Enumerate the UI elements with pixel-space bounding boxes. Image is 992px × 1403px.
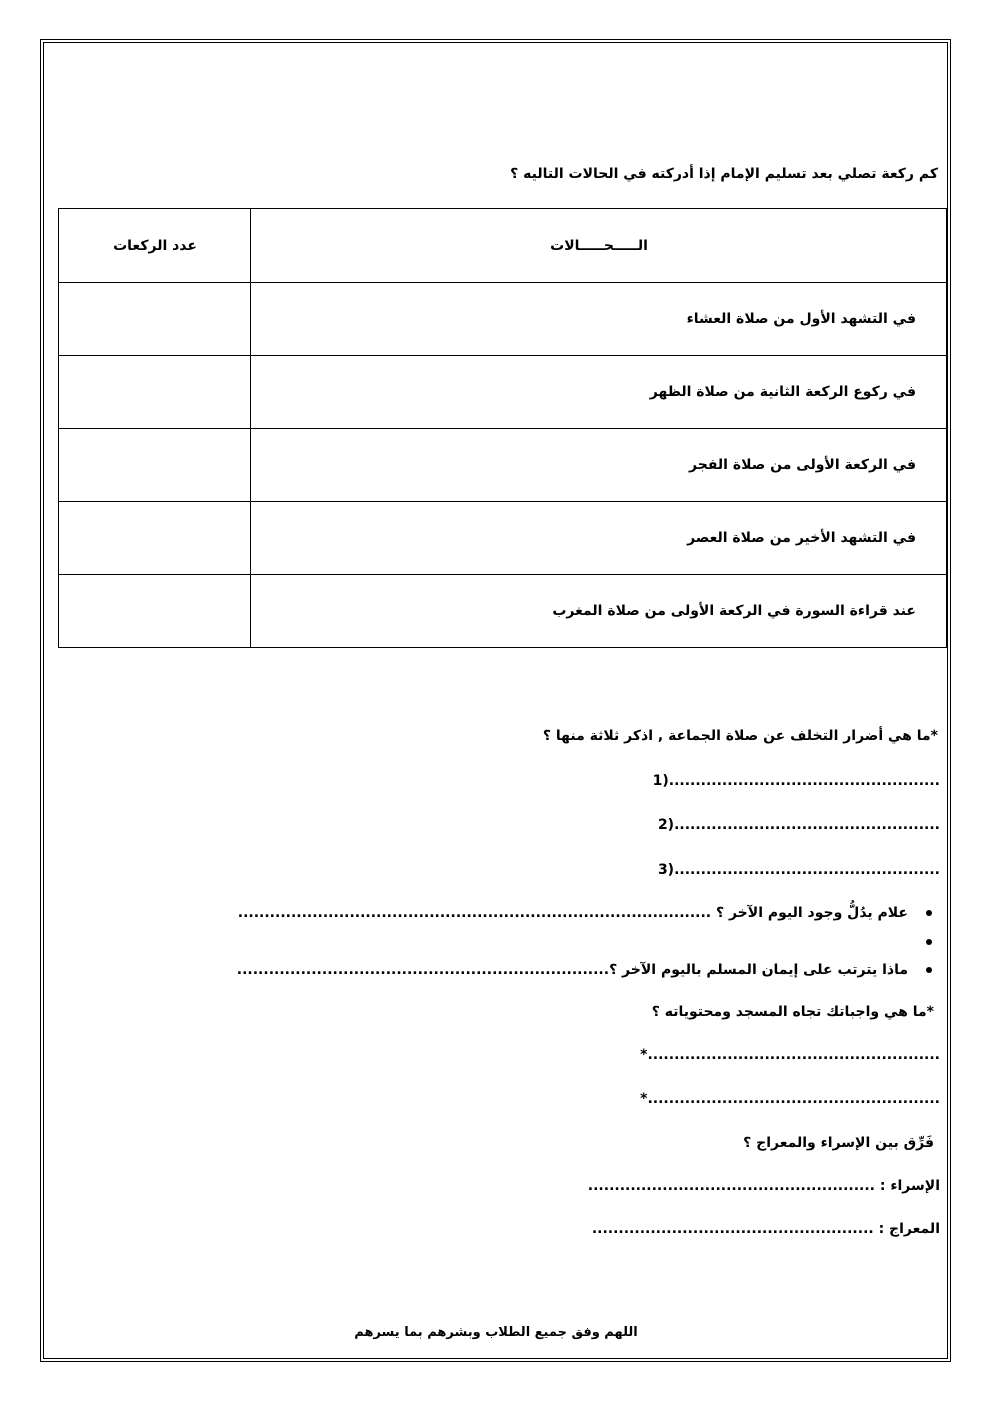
case-cell: في الركعة الأولى من صلاة الفجر (251, 429, 947, 502)
footer-dua: اللهم وفق جميع الطلاب وبشرهم بما يسرهم (354, 1325, 638, 1340)
bullet-icon (926, 967, 932, 973)
answer-cell[interactable] (59, 283, 251, 356)
case-cell: في التشهد الأخير من صلاة العصر (251, 502, 947, 575)
answer-cell[interactable] (59, 502, 251, 575)
duty-line-2[interactable]: *....................................................... (640, 1091, 940, 1107)
case-cell: في ركوع الركعة الثانية من صلاة الظهر (251, 356, 947, 429)
bullet-item (908, 934, 932, 950)
bullet-item (238, 905, 932, 921)
bullet-icon (926, 910, 932, 916)
question2-title: *ما هي أضرار التخلف عن صلاة الجماعة , اذكر ثلاثة منها ؟ (542, 728, 938, 744)
table-header-row (59, 209, 947, 283)
question4-title: فَرِّق بين الإسراء والمعراج ؟ (743, 1135, 934, 1151)
bullet-icon (926, 939, 932, 945)
isra-line[interactable]: الإسراء : ...................................................... (587, 1178, 940, 1194)
question1-title: كم ركعة تصلي بعد تسليم الإمام إذا أدركته في الحالات التاليه ؟ (510, 166, 938, 182)
table-row (59, 429, 947, 502)
table-row (59, 283, 947, 356)
answer-line-2[interactable]: 2).................................................. (657, 817, 940, 833)
table-row (59, 575, 947, 648)
answer-cell[interactable] (59, 356, 251, 429)
bullet-text[interactable]: ماذا يترتب على إيمان المسلم باليوم الآخر ؟...................................................................... (236, 962, 908, 978)
miraj-line[interactable]: المعراج : ..................................................... (591, 1221, 940, 1237)
question3-title: *ما هي واجباتك تجاه المسجد ومحتوياته ؟ (651, 1004, 934, 1020)
header-cases: الـــــحـــــالات (251, 209, 947, 283)
case-cell: عند قراءة السورة في الركعة الأولى من صلاة المغرب (251, 575, 947, 648)
answer-line-3[interactable]: 3).................................................. (657, 862, 940, 878)
bullet-text[interactable]: علام يدُلُّ وجود اليوم الآخر ؟ ......................................................................................... (237, 905, 908, 921)
answer-cell[interactable] (59, 429, 251, 502)
duty-line-1[interactable]: *....................................................... (640, 1047, 940, 1063)
cases-table (58, 208, 947, 648)
answer-cell[interactable] (59, 575, 251, 648)
answer-line-1[interactable]: 1)................................................... (652, 773, 940, 789)
bullet-item (237, 962, 932, 978)
case-cell: في التشهد الأول من صلاة العشاء (251, 283, 947, 356)
table-row (59, 356, 947, 429)
header-count: عدد الركعات (59, 209, 251, 283)
table-row (59, 502, 947, 575)
